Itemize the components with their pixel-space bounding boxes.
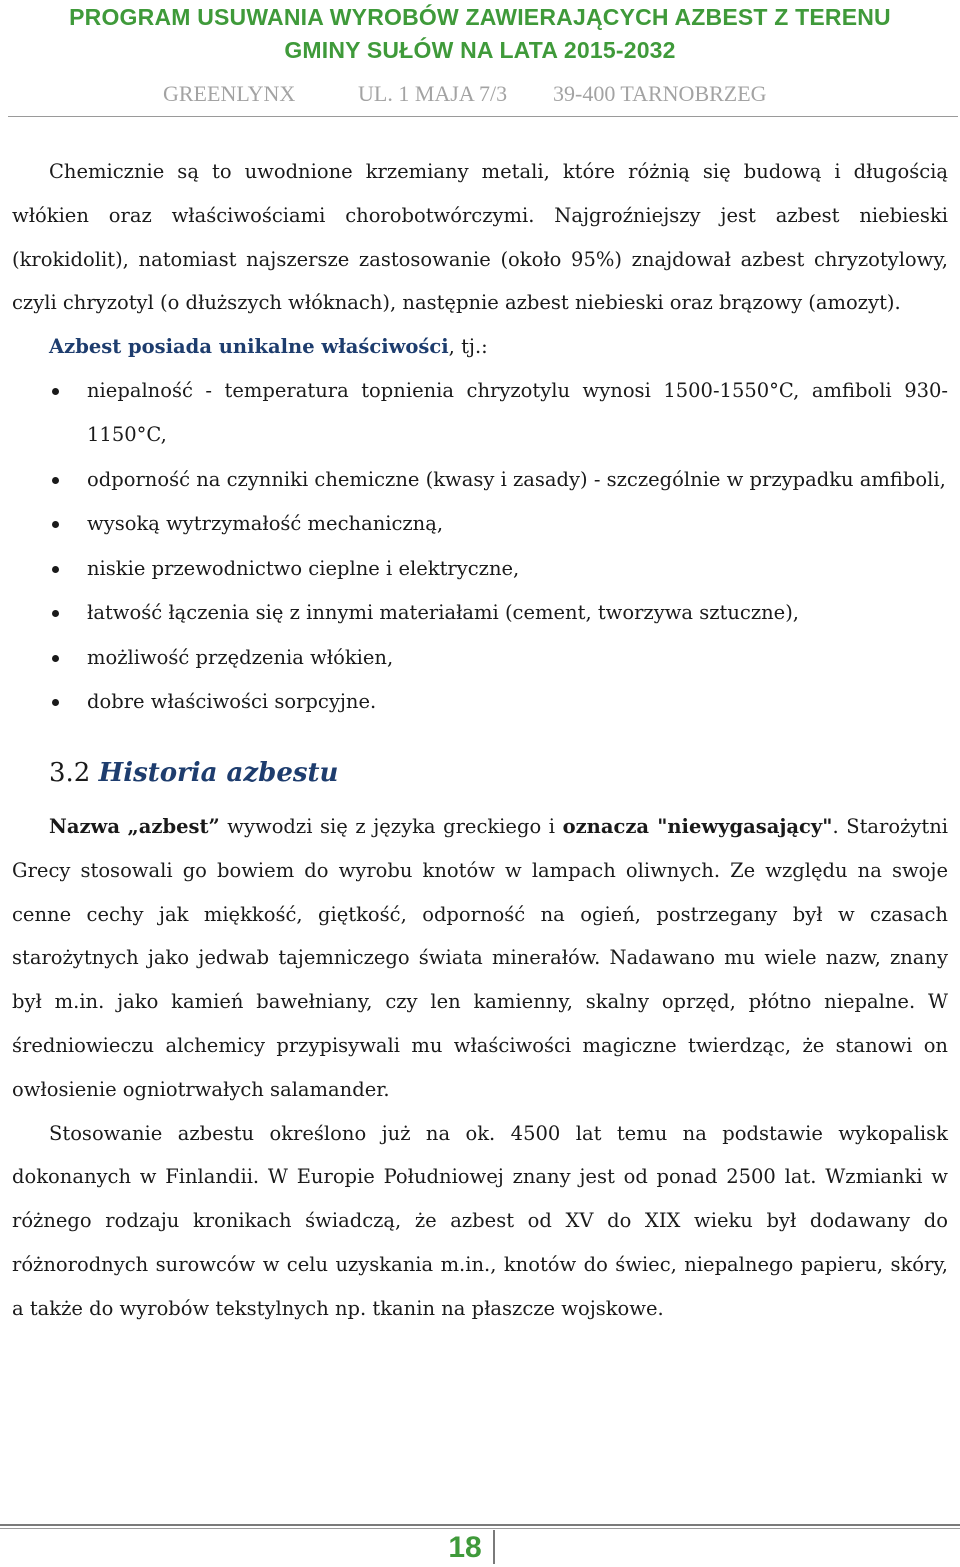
list-item-text: niepalność - temperatura topnienia chryzotylu wynosi 1500-1550°C, amfiboli 930-1150°C,: [87, 378, 948, 447]
history-term-azbest: „azbest”: [127, 814, 220, 838]
history-text-2: . Starożytni Grecy stosowali go bowiem do wyrobu knotów w lampach oliwnych. Ze względu na swoje cenne cechy jak miękkość, giętkość, odporność na ogień, postrzegany był w czasach starożytnych jako jedwab tajemniczego świata minerałów. Nadawano mu wiele nazw, znany był m.in. jako kamień bawełniany, czy len kamienny, skalny oprzęd, płótno niepalne. W średniowieczu alchemicy przypisywali mu właściwości magiczne twierdząc, że stanowi on owłosienie ogniotrwałych salamander.: [12, 814, 949, 1101]
intro-paragraph: Chemicznie są to uwodnione krzemiany metali, które różnią się budową i długością włókien oraz właściwościami chorobotwórczymi. Najgroźniejszy jest azbest niebieski (krokidolit), natomiast najszersze zastosowanie (około 95%) znajdował azbest chryzotylowy, czyli chryzotyl (o dłuższych włóknach), następnie azbest niebieski oraz brązowy (amozyt).: [12, 160, 948, 315]
history-paragraph-1: [12, 805, 948, 1112]
header-city: 39-400 TARNOBRZEG: [553, 81, 767, 106]
properties-lead-rest: , tj.:: [448, 335, 488, 359]
list-item: [12, 458, 948, 503]
list-item: [12, 502, 948, 547]
list-item-text: odporność na czynniki chemiczne (kwasy i zasady) - szczególnie w przypadku amfiboli,: [87, 467, 946, 491]
list-item: [12, 369, 948, 458]
properties-lead: [12, 325, 948, 369]
page-content: [12, 150, 948, 1331]
list-item-text: możliwość przędzenia włókien,: [87, 645, 394, 669]
list-item: [12, 547, 948, 592]
footer-divider: [0, 1524, 960, 1526]
list-item-text: dobre właściwości sorpcyjne.: [87, 690, 377, 714]
bullet-icon: [52, 610, 59, 617]
page-number: 18: [448, 1531, 482, 1564]
page-header: [0, 0, 960, 118]
bullet-icon: [52, 655, 59, 662]
list-item-text: niskie przewodnictwo cieplne i elektryczne,: [87, 556, 520, 580]
bullet-icon: [52, 388, 59, 395]
header-title-line2: GMINY SUŁÓW NA LATA 2015-2032: [284, 37, 676, 63]
bullet-icon: [52, 566, 59, 573]
list-item: [12, 636, 948, 681]
footer-divider-thin: [0, 1528, 960, 1529]
list-item: [12, 680, 948, 725]
history-term-meaning: oznacza "niewygasający": [562, 814, 833, 838]
properties-list: [12, 369, 948, 725]
section-heading: [49, 747, 948, 799]
list-item-text: wysoką wytrzymałość mechaniczną,: [87, 512, 444, 536]
history-term-nazwa: Nazwa: [49, 814, 120, 838]
properties-lead-bold: Azbest posiada unikalne właściwości: [49, 335, 449, 359]
section-title: Historia azbestu: [98, 757, 339, 788]
header-title-line1: PROGRAM USUWANIA WYROBÓW ZAWIERAJĄCYCH AZBEST Z TERENU: [69, 4, 891, 30]
list-item: [12, 591, 948, 636]
header-company: GREENLYNX: [163, 81, 296, 106]
bullet-icon: [52, 477, 59, 484]
header-divider: [8, 116, 958, 117]
history-paragraph-2: Stosowanie azbestu określono już na ok. 4500 lat temu na podstawie wykopalisk dokonanych w Finlandii. W Europie Południowej znany jest od ponad 2500 lat. Wzmianki w różnego rodzaju kronikach świadczą, że azbest od XV do XIX wieku był dodawany do różnorodnych surowców w celu uzyskania m.in., knotów do świec, niepalnego papieru, skóry, a także do wyrobów tekstylnych np. tkanin na płaszcze wojskowe.: [12, 1121, 948, 1320]
page-footer: [0, 1520, 960, 1567]
header-street: UL. 1 MAJA 7/3: [358, 81, 508, 106]
list-item-text: łatwość łączenia się z innymi materiałami (cement, tworzywa sztuczne),: [87, 601, 800, 625]
bullet-icon: [52, 521, 59, 528]
history-text-1: wywodzi się z języka greckiego i: [219, 814, 563, 838]
section-number: 3.2: [49, 757, 91, 788]
bullet-icon: [52, 699, 59, 706]
